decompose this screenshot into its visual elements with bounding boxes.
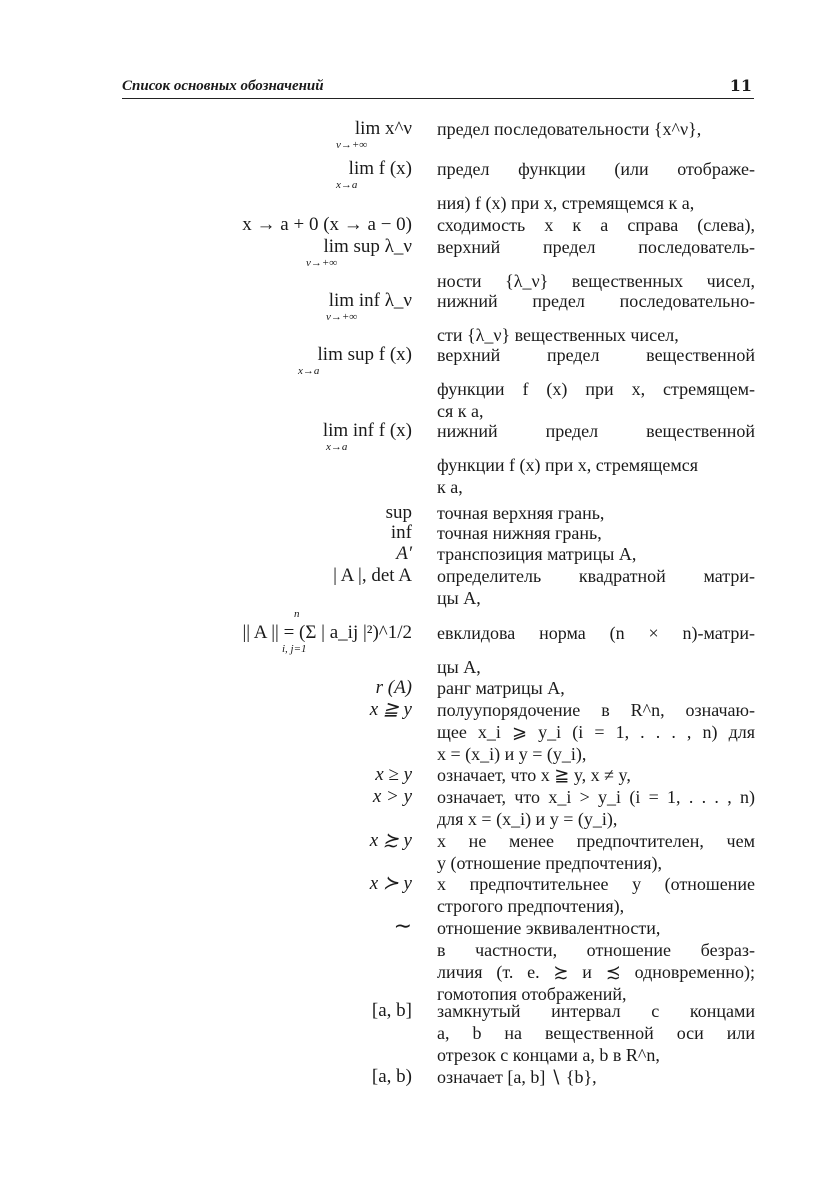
- notation-description: означает, что x_i > y_i (i = 1, . . . , n) для x = (x_i) и y = (y_i),: [437, 787, 755, 829]
- notation-description: x предпочтительнее y (отношение строгого предпочтения),: [437, 874, 755, 916]
- notation-description: x не менее предпочтителен, чем y (отношение предпочтения),: [437, 831, 755, 873]
- notation-subscript: ν→+∞: [306, 257, 338, 269]
- notation-description: означает, что x ≧ y, x ≠ y,: [437, 765, 631, 785]
- notation-symbol: lim x^ν: [354, 118, 412, 139]
- notation-symbol: lim sup f (x): [317, 344, 412, 365]
- running-title: Список основных обозначений: [122, 78, 324, 94]
- notation-description: предел последовательности {x^ν},: [437, 119, 702, 139]
- notation-subscript: x→a: [298, 365, 320, 377]
- notation-symbol: lim inf λ_ν: [328, 290, 412, 311]
- notation-description: замкнутый интервал с концами a, b на вещественной оси или отрезок с концами a, b в R^n,: [437, 1001, 755, 1065]
- notation-symbol: sup: [385, 502, 412, 523]
- page-number: 11: [729, 76, 752, 95]
- notation-subscript: x→a: [336, 179, 358, 191]
- notation-subscript: i, j=1: [282, 643, 307, 655]
- notation-description: означает [a, b] ∖ {b},: [437, 1067, 597, 1087]
- notation-description: полуупорядочение в R^n, означаю- щее x_i ⩾ y_i (i = 1, . . . , n) для x = (x_i) и y = (y_i),: [437, 700, 755, 764]
- notation-description: верхний предел вещественной функции f (x) при x, стремящем- ся к a,: [437, 345, 755, 421]
- notation-symbol: [a, b): [371, 1066, 412, 1087]
- notation-symbol: | A |, det A: [333, 565, 412, 586]
- notation-symbol: x ≿ y: [369, 830, 412, 851]
- notation-description: нижний предел последовательно- сти {λ_ν} вещественных чисел,: [437, 291, 755, 345]
- notation-description: нижний предел вещественной функции f (x) при x, стремящемся к a,: [437, 421, 755, 497]
- notation-description: предел функции (или отображе- ния) f (x) при x, стремящемся к a,: [437, 159, 755, 213]
- notation-symbol: x ≻ y: [369, 873, 412, 894]
- notation-symbol: || A || = (Σ | a_ij |²)^1/2: [242, 622, 412, 643]
- notation-symbol: r (A): [375, 677, 412, 698]
- notation-symbol: ∼: [393, 913, 412, 938]
- notation-symbol: x ≥ y: [375, 764, 412, 785]
- notation-symbol: lim inf f (x): [322, 420, 412, 441]
- notation-symbol: lim sup λ_ν: [323, 236, 412, 257]
- notation-symbol: lim f (x): [348, 158, 412, 179]
- notation-superscript: n: [294, 608, 300, 620]
- notation-description: ранг матрицы A,: [437, 678, 565, 698]
- notation-description: евклидова норма (n × n)-матри- цы A,: [437, 623, 755, 677]
- notation-symbol: x ≧ y: [369, 699, 412, 720]
- notation-description: точная верхняя грань,: [437, 503, 605, 523]
- notation-symbol: [a, b]: [371, 1000, 412, 1021]
- notation-symbol: x → a + 0 (x → a − 0): [242, 214, 412, 235]
- notation-subscript: ν→+∞: [326, 311, 358, 323]
- notation-symbol: A′: [396, 543, 412, 564]
- notation-description: отношение эквивалентности, в частности, отношение безраз- личия (т. е. ≿ и ≾ одновременно); гомотопия отображений,: [437, 918, 755, 1004]
- notation-description: сходимость x к a справа (слева),: [437, 215, 755, 235]
- notation-description: верхний предел последователь- ности {λ_ν} вещественных чисел,: [437, 237, 755, 291]
- notation-description: определитель квадратной матри- цы A,: [437, 566, 755, 608]
- notation-symbol: inf: [390, 522, 412, 543]
- notation-symbol: x > y: [372, 786, 412, 807]
- notation-description: точная нижняя грань,: [437, 523, 602, 543]
- notation-subscript: ν→+∞: [336, 139, 368, 151]
- notation-description: транспозиция матрицы A,: [437, 544, 637, 564]
- running-header: [122, 76, 754, 99]
- notation-subscript: x→a: [326, 441, 348, 453]
